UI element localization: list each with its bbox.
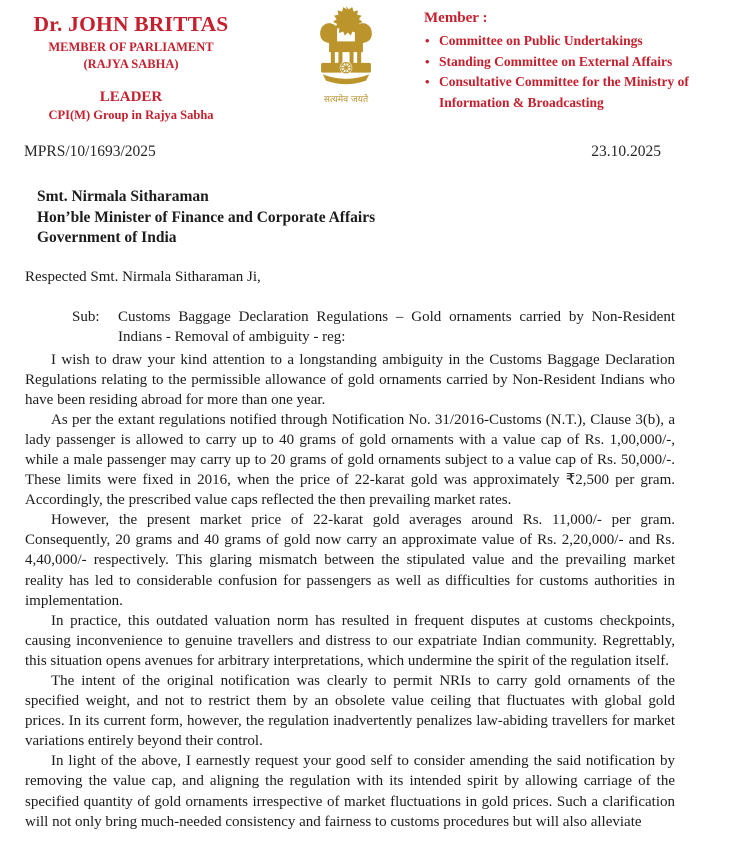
memberships-list [424,31,714,113]
letterhead-identity-block [18,12,244,123]
subject-block [72,307,675,348]
membership-item: • Committee on Public Undertakings [424,31,714,52]
letterhead [0,0,734,132]
paragraph: In practice, this outdated valuation norm has resulted in frequent disputes at customs checkpoints, causing inconvenience to genuine travellers and distress to our expatriate Indian community. Regrettably, this situation opens avenues for arbitrary interpretations, which undermine the spirit of the regulation itself. [25,612,675,669]
paragraph: However, the present market price of 22-karat gold averages around Rs. 11,000/- per gram. Consequently, 20 grams and 40 grams of gold now carry an approximate value of Rs. 2,20,000/- and Rs. 4,40,000/- respectively. This glaring mismatch between the stipulated value and the prevailing market reality has led to considerable confusion for passengers as well as difficulties for customs authorities in implementation. [25,512,675,609]
addressee-block [37,187,734,249]
mp-house: (RAJYA SABHA) [83,57,179,71]
reference-number: MPRS/10/1693/2025 [24,143,156,160]
paragraph: In light of the above, I earnestly request your good self to consider amending the said notification by removing the value cap, and aligning the regulation with its intended spirit by allowing carriage of the specified quantity of gold ornaments irrespective of market fluctuations in gold prices. Such a clarification will not only bring much-needed consistency and fairness to customs procedures but will also alleviate [25,753,675,830]
addressee-designation: Hon’ble Minister of Finance and Corporate Affairs [37,208,376,226]
addressee-name: Smt. Nirmala Sitharaman [37,188,209,205]
salutation: Respected Smt. Nirmala Sitharaman Ji, [25,268,261,285]
membership-item: • Consultative Committee for the Ministry of Information & Broadcasting [424,72,714,113]
paragraph: I wish to draw your kind attention to a longstanding ambiguity in the Customs Baggage Declaration Regulations relating to the permissible allowance of gold ornaments carried by Non-Resident Indians who have been residing abroad for more than one year. [25,351,675,408]
emblem-block [306,4,386,105]
mp-role: LEADER [99,89,163,105]
letter-date: 23.10.2025 [591,143,661,160]
mp-role-detail: CPI(M) Group in Rajya Sabha [48,108,214,122]
paragraph: The intent of the original notification was clearly to permit NRIs to carry gold ornaments of the specified weight, and not to restrict them by an obsolete value ceiling that fluctuates with global gold prices. In its current form, however, the regulation inadvertently penalizes law-abiding travellers for market variations entirely beyond their control. [25,673,675,750]
membership-item: • Standing Committee on External Affairs [424,52,714,73]
subject-text: Customs Baggage Declaration Regulations – Gold ornaments carried by Non-Resident Indians - Removal of ambiguity - reg: [118,308,675,345]
addressee-organisation: Government of India [37,229,177,246]
memberships-heading: Member : [424,10,488,26]
mp-title: MEMBER OF PARLIAMENT [48,40,214,54]
mp-name: Dr. JOHN BRITTAS [33,12,229,36]
india-state-emblem-icon [313,4,379,86]
reference-row [24,143,661,161]
paragraph: As per the extant regulations notified through Notification No. 31/2016-Customs (N.T.), Clause 3(b), a lady passenger is allowed to carry up to 40 grams of gold ornaments with a value cap of Rs. 1,00,000/-, while a male passenger may carry up to 20 grams of gold ornaments subject to a value cap of Rs. 50,000/-. These limits were fixed in 2016, when the price of 22-karat gold was approximately ₹2,500 per gram. Accordingly, the prescribed value caps reflected the then prevailing market rates. [25,411,675,509]
memberships-block [424,10,714,113]
subject-label: Sub: [72,308,100,325]
emblem-motto: सत्यमेव जयते [323,95,369,105]
